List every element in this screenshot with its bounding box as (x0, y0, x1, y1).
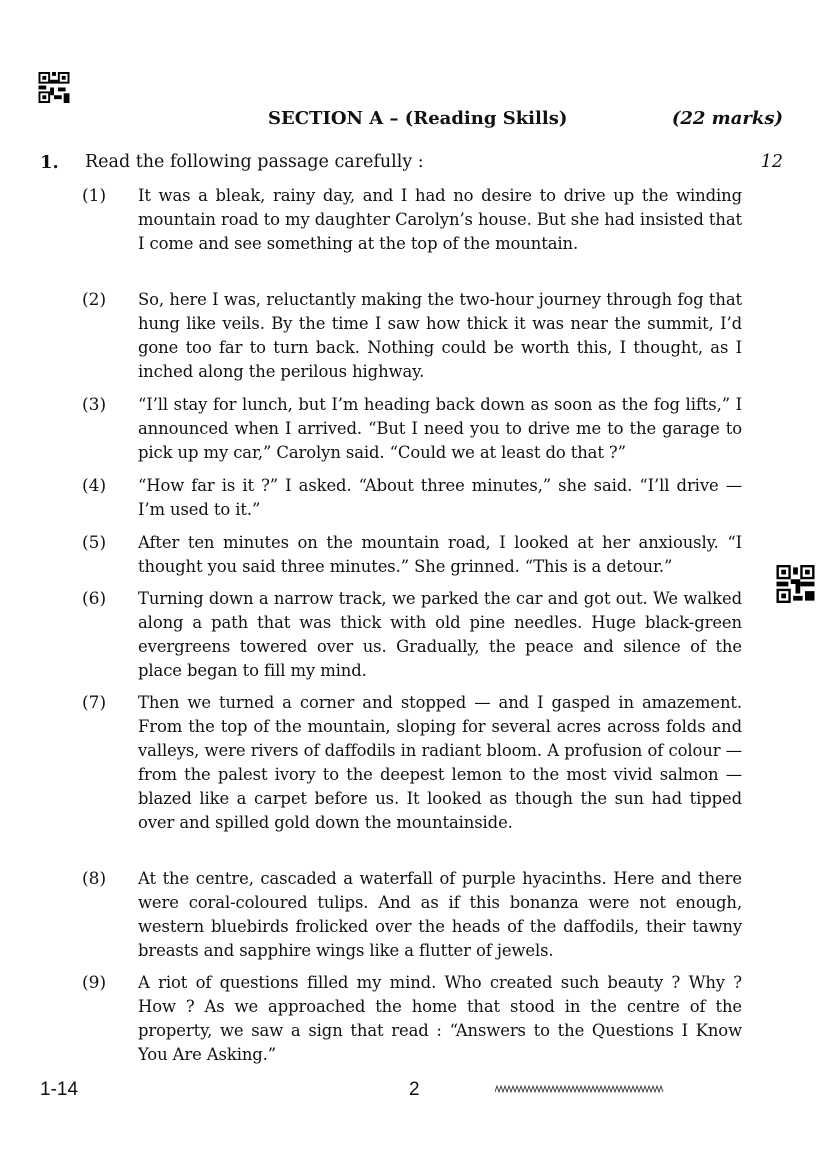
paragraph-number: (8) (82, 869, 107, 889)
paragraph-number: (4) (82, 476, 107, 496)
paragraph-number: (5) (82, 533, 107, 553)
paragraph-number: (3) (82, 395, 107, 415)
qr-code-icon (776, 565, 815, 603)
paragraph: Turning down a narrow track, we parked the car and got out. We walked along a path that was thick with old pine needles. Huge black-green evergreens towered over us. Gradually, the peace and silence of the place began to fill my mind. (138, 589, 742, 680)
paragraph: After ten minutes on the mountain road, I looked at her anxiously. “I thought you said three minutes.” She grinned. “This is a detour.” (138, 533, 742, 576)
section-marks: (22 marks) (671, 108, 783, 129)
paragraph: It was a bleak, rainy day, and I had no desire to drive up the winding mountain road to my daughter Carolyn’s house. But she had insisted that I come and see something at the top of the mountain. (138, 186, 742, 253)
qr-code-icon (38, 72, 70, 103)
paper-code: 1-14 (40, 1079, 79, 1100)
paragraph: “How far is it ?” I asked. “About three minutes,” she said. “I’ll drive — I’m used to it.” (138, 476, 742, 519)
question-number: 1. (40, 152, 59, 173)
paragraph: Then we turned a corner and stopped — and I gasped in amazement. From the top of the mountain, sloping for several acres across folds and valleys, were rivers of daffodils in radiant bloom. A profusion of colour — from the palest ivory to the deepest lemon to the most vivid salmon — blazed like a carpet before us. It looked as though the sun had tipped over and spilled gold down the mountainside. (138, 693, 742, 832)
paragraph: A riot of questions filled my mind. Who created such beauty ? Why ? How ? As we approached the home that stood in the centre of the property, we saw a sign that read : “Answers to the Questions I Know You Are Asking.” (138, 973, 742, 1064)
paragraph: “I’ll stay for lunch, but I’m heading back down as soon as the fog lifts,” I announced when I arrived. “But I need you to drive me to the garage to pick up my car,” Carolyn said. “Could we at least do that ?” (138, 395, 742, 462)
wavy-line-decoration (495, 1084, 665, 1094)
paragraph-number: (6) (82, 589, 107, 609)
question-marks: 12 (760, 152, 783, 172)
section-title: SECTION A – (Reading Skills) (268, 108, 568, 129)
paragraph-number: (7) (82, 693, 107, 713)
question-prompt: Read the following passage carefully : (85, 152, 424, 172)
paragraph-number: (1) (82, 186, 107, 206)
paragraph: So, here I was, reluctantly making the two-hour journey through fog that hung like veils. By the time I saw how thick it was near the summit, I’d gone too far to turn back. Nothing could be worth this, I thought, as I inched along the perilous highway. (138, 290, 742, 381)
paragraph-number: (9) (82, 973, 107, 993)
page-number: 2 (409, 1079, 420, 1100)
paragraph: At the centre, cascaded a waterfall of purple hyacinths. Here and there were coral-coloured tulips. And as if this bonanza were not enough, western bluebirds frolicked over the heads of the daffodils, their tawny breasts and sapphire wings like a flutter of jewels. (138, 869, 742, 960)
paragraph-number: (2) (82, 290, 107, 310)
